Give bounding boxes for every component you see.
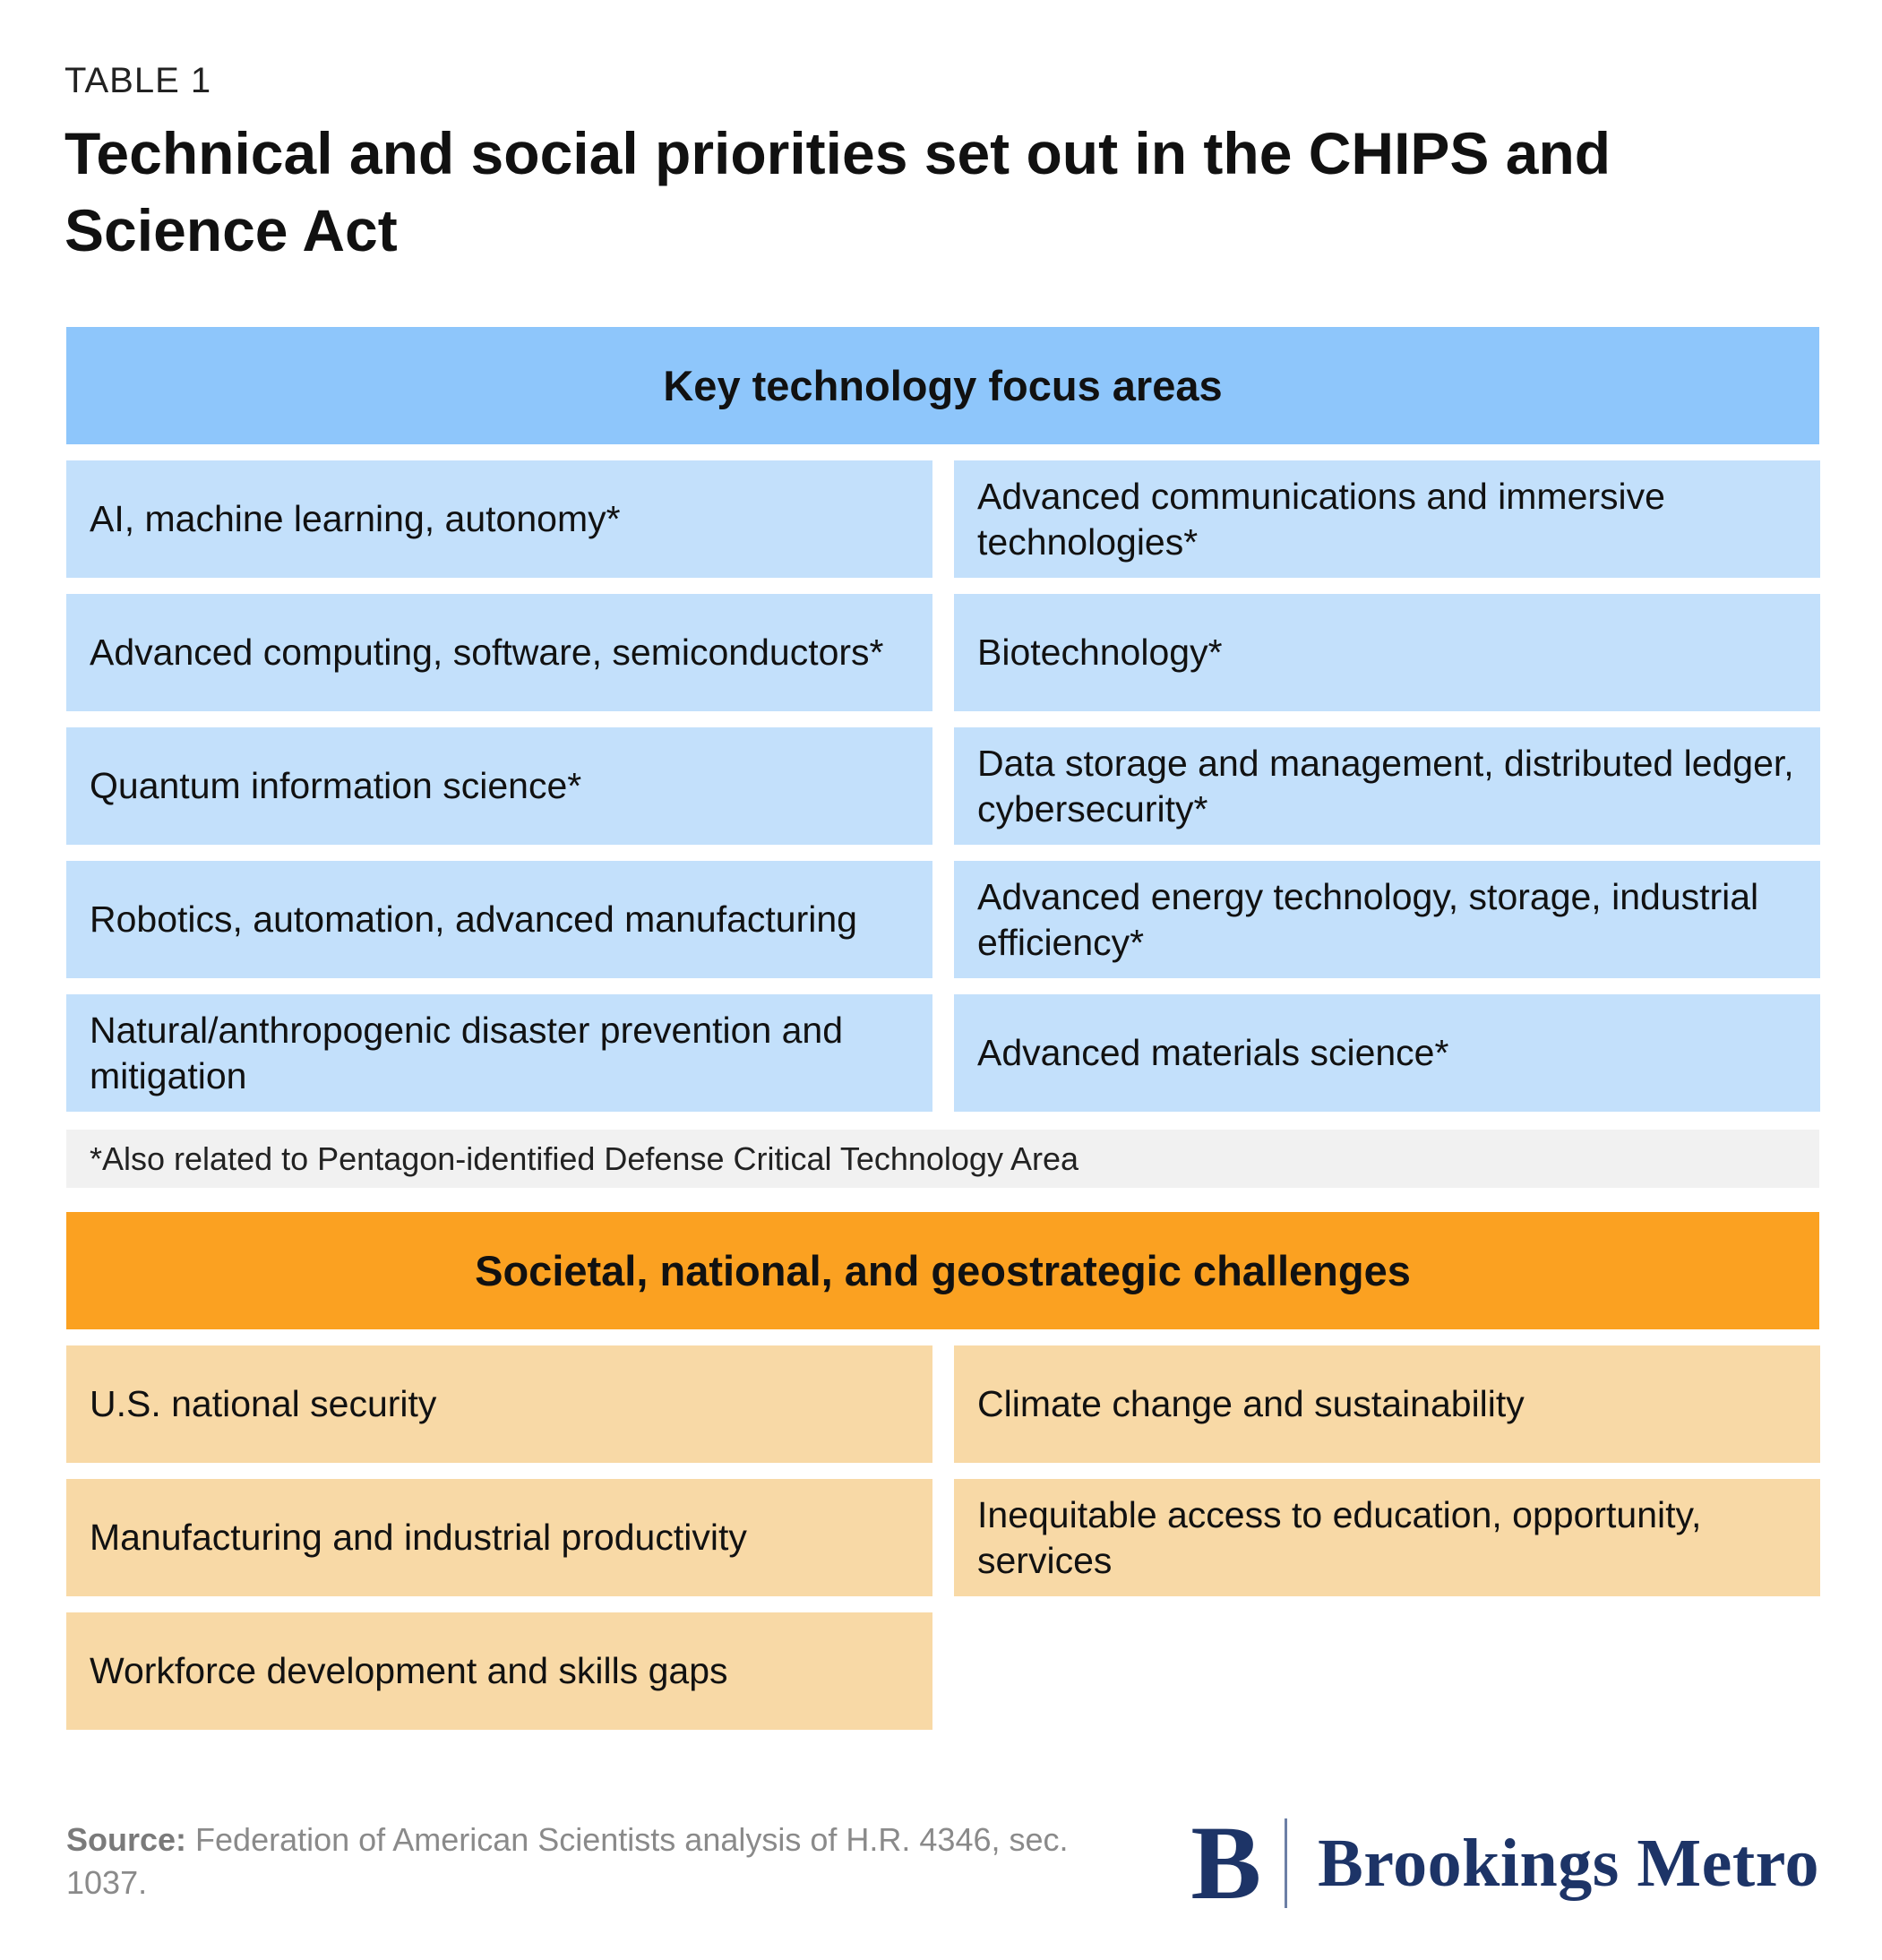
source-text: Federation of American Scientists analysis of H.R. 4346, sec. 1037. <box>66 1821 1069 1901</box>
tech-focus-grid <box>66 460 1820 1112</box>
brookings-metro-logo <box>1190 1804 1819 1921</box>
tech-cell <box>66 460 932 578</box>
societal-challenges-grid <box>66 1345 1820 1730</box>
source-note <box>66 1818 1123 1904</box>
societal-cell-label: Inequitable access to education, opportunity, services <box>977 1493 1702 1581</box>
societal-cell <box>66 1479 932 1596</box>
tech-cell <box>954 460 1820 578</box>
table-number: TABLE 1 <box>64 61 212 100</box>
tech-cell-label: Advanced communications and immersive technologies* <box>977 475 1665 563</box>
source-label: Source: <box>66 1821 187 1858</box>
tech-cell-label: Natural/anthropogenic disaster prevention and mitigation <box>90 1009 844 1096</box>
societal-section-header: Societal, national, and geostrategic challenges <box>66 1212 1819 1329</box>
societal-cell <box>66 1612 932 1730</box>
tech-cell-label: Biotechnology* <box>977 632 1223 673</box>
tech-cell <box>954 727 1820 845</box>
tech-cell <box>954 861 1820 978</box>
tech-cell <box>66 727 932 845</box>
societal-cell-label: Workforce development and skills gaps <box>90 1650 728 1691</box>
logo-divider <box>1285 1818 1287 1908</box>
tech-cell-label: Quantum information science* <box>90 765 582 806</box>
tech-cell <box>66 994 932 1112</box>
defense-footnote: *Also related to Pentagon-identified Defense Critical Technology Area <box>66 1130 1819 1188</box>
societal-cell <box>66 1345 932 1463</box>
tech-cell-label: Advanced energy technology, storage, industrial efficiency* <box>977 875 1759 963</box>
tech-cell-label: Advanced computing, software, semiconductors* <box>90 632 884 673</box>
tech-cell-label: Robotics, automation, advanced manufacturing <box>90 898 857 940</box>
tech-cell <box>66 594 932 711</box>
tech-cell <box>66 861 932 978</box>
tech-cell <box>954 994 1820 1112</box>
societal-cell <box>954 1345 1820 1463</box>
societal-cell-label: Manufacturing and industrial productivity <box>90 1517 747 1558</box>
tech-cell-label: Advanced materials science* <box>977 1032 1449 1073</box>
societal-cell-label: Climate change and sustainability <box>977 1383 1525 1424</box>
societal-cell <box>954 1479 1820 1596</box>
tech-cell <box>954 594 1820 711</box>
logo-wordmark: Brookings Metro <box>1318 1825 1819 1901</box>
societal-cell-label: U.S. national security <box>90 1383 437 1424</box>
tech-section-header: Key technology focus areas <box>66 327 1819 444</box>
tech-cell-label: AI, machine learning, autonomy* <box>90 498 621 539</box>
page-title: Technical and social priorities set out in the CHIPS and Science Act <box>64 120 1611 263</box>
tech-cell-label: Data storage and management, distributed ledger, cybersecurity* <box>977 742 1794 830</box>
brookings-b-mark-icon: B <box>1190 1804 1262 1921</box>
